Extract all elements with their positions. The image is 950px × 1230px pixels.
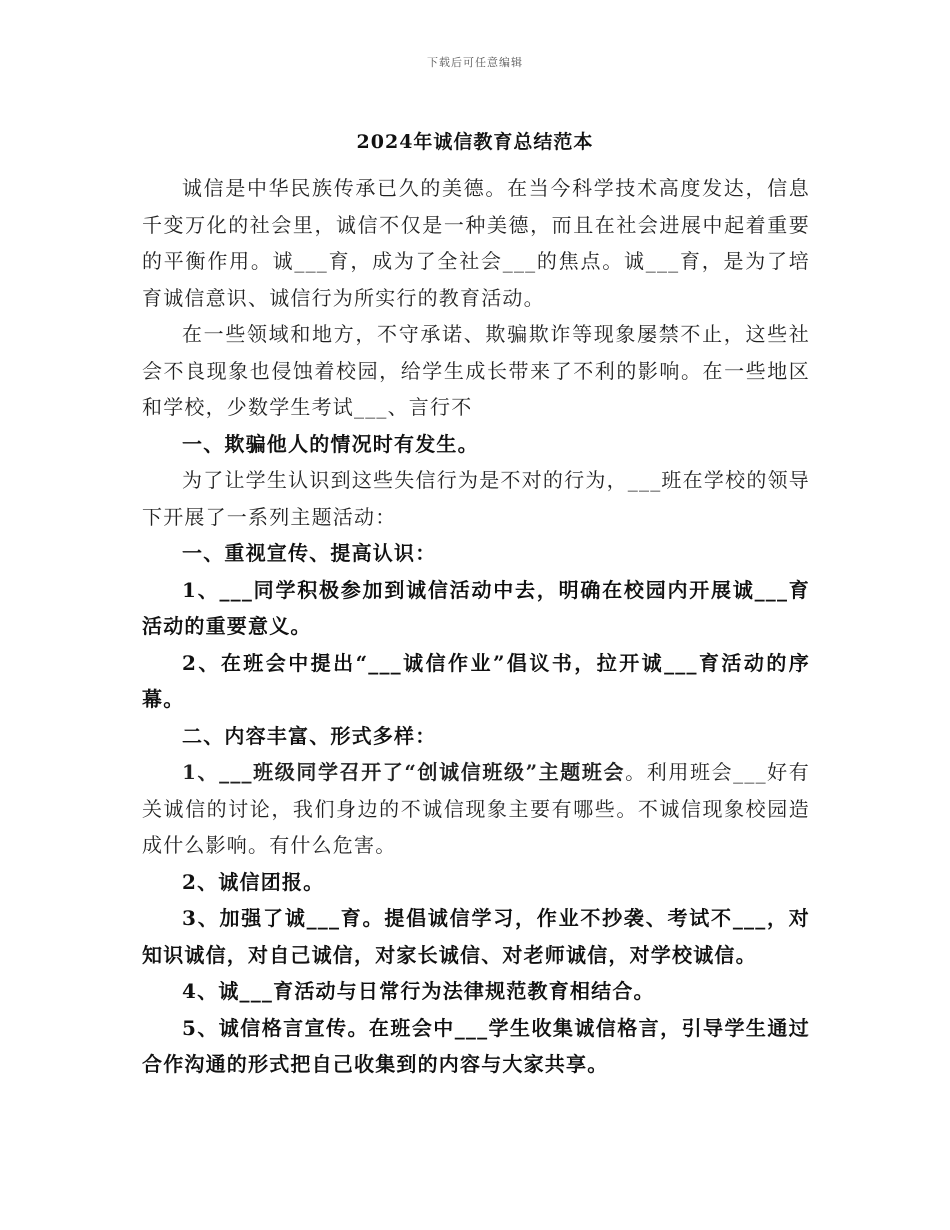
document-body: [142, 170, 810, 1083]
heading-deception: 一、欺骗他人的情况时有发生。: [182, 431, 479, 456]
paragraph-intro: 诚信是中华民族传承已久的美德。在当今科学技术高度发达，信息千变万化的社会里，诚信不仅是一种美德，而且在社会进展中起着重要的平衡作用。诚___育，成为了全社会___的焦点。诚___育，是为了培育诚信意识、诚信行为所实行的教育活动。: [142, 176, 810, 310]
list-item-2-1-bold: 1、___班级同学召开了“创诚信班级”主题班会: [182, 760, 626, 784]
paragraph-activities-intro: 为了让学生认识到这些失信行为是不对的行为，___班在学校的领导下开展了一系列主题活动：: [142, 468, 810, 529]
document-title: 2024年诚信教育总结范本: [356, 131, 594, 153]
list-item-1-1: 1、___同学积极参加到诚信活动中去，明确在校园内开展诚___育活动的重要意义。: [142, 577, 810, 638]
list-item-2-1: [142, 754, 810, 864]
list-item-2-4: 4、诚___育活动与日常行为法律规范教育相结合。: [182, 979, 655, 1003]
heading-section-two: 二、内容丰富、形式多样：: [182, 723, 437, 748]
paragraph-phenomena: 在一些领域和地方，不守承诺、欺骗欺诈等现象屡禁不止，这些社会不良现象也侵蚀着校园，给学生成长带来了不利的影响。在一些地区和学校，少数学生考试___、言行不: [142, 322, 810, 419]
heading-section-one: 一、重视宣传、提高认识：: [182, 541, 437, 565]
list-item-1-2: 2、在班会中提出“___诚信作业”倡议书，拉开诚___育活动的序幕。: [142, 650, 810, 711]
list-item-2-5: 5、诚信格言宣传。在班会中___学生收集诚信格言，引导学生通过合作沟通的形式把自己收集到的内容与大家共享。: [142, 1015, 810, 1076]
header-note: 下载后可任意编辑: [427, 56, 523, 69]
list-item-2-3: 3、加强了诚___育。提倡诚信学习，作业不抄袭、考试不___，对知识诚信，对自己诚信，对家长诚信、对老师诚信，对学校诚信。: [142, 906, 810, 967]
list-item-2-2: 2、诚信团报。: [182, 869, 325, 894]
list-item-2-1-normal: 。利用班会___好有关诚信的讨论，我们身边的不诚信现象主要有哪些。不诚信现象校园造成什么影响。有什么危害。: [142, 760, 810, 857]
